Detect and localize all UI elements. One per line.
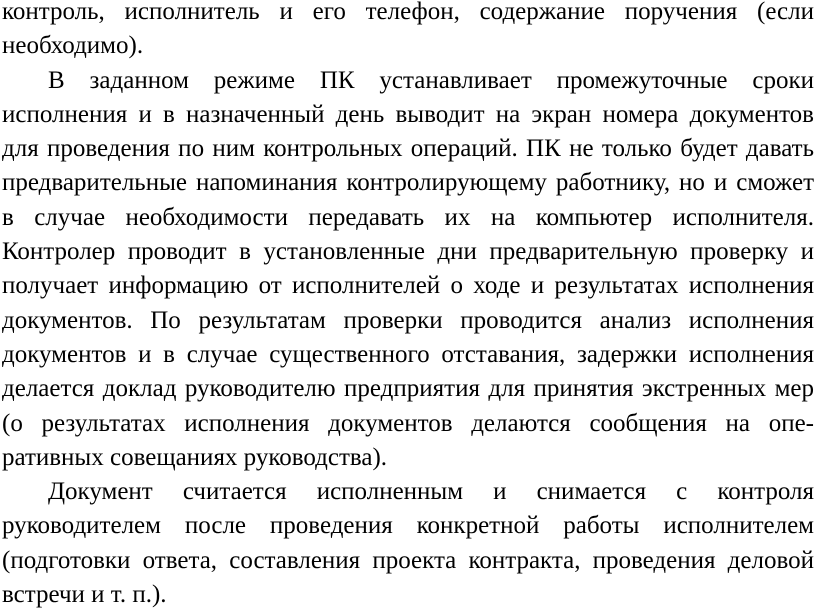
text-line-12: делается доклад руководителю предприятия для принятия экстренных мер (2, 375, 814, 403)
text-line-17: (подготовки ответа, составления проекта контракта, проведения деловой (2, 546, 814, 574)
text-line-15: Документ считается исполненным и снимается с контроля (48, 478, 814, 506)
text-line-8: Контролер проводит в установленные дни предварительную проверку и (2, 238, 814, 266)
text-line-2: необходимо). (2, 32, 144, 60)
text-line-18: встречи и т. п.). (2, 581, 167, 609)
text-line-10: документов. По результатам проверки проводится анализ исполнения (2, 306, 814, 334)
text-line-7: в случае необходимости передавать их на компьютер исполнителя. (2, 203, 814, 231)
text-line-9: получает информацию от исполнителей о ходе и результатах исполнения (2, 272, 814, 300)
text-line-14: ративных совещаниях руководства). (2, 443, 388, 471)
text-line-3: В заданном режиме ПК устанавливает промежуточные сроки (48, 66, 814, 94)
text-line-5: для проведения по ним контрольных операций. ПК не только будет давать (2, 135, 814, 163)
text-line-1: контроль, исполнитель и его телефон, содержание поручения (если (2, 0, 814, 25)
text-line-16: руководителем после проведения конкретной работы исполнителем (2, 512, 814, 540)
text-line-4: исполнения и в назначенный день выводит на экран номера документов (2, 100, 814, 128)
text-line-11: документов и в случае существенного отставания, задержки исполнения (2, 340, 814, 368)
text-line-6: предварительные напоминания контролирующему работнику, но и сможет (2, 169, 814, 197)
document-text (2, 0, 814, 612)
text-line-13: (о результатах исполнения документов делаются сообщения на опе- (2, 409, 814, 437)
